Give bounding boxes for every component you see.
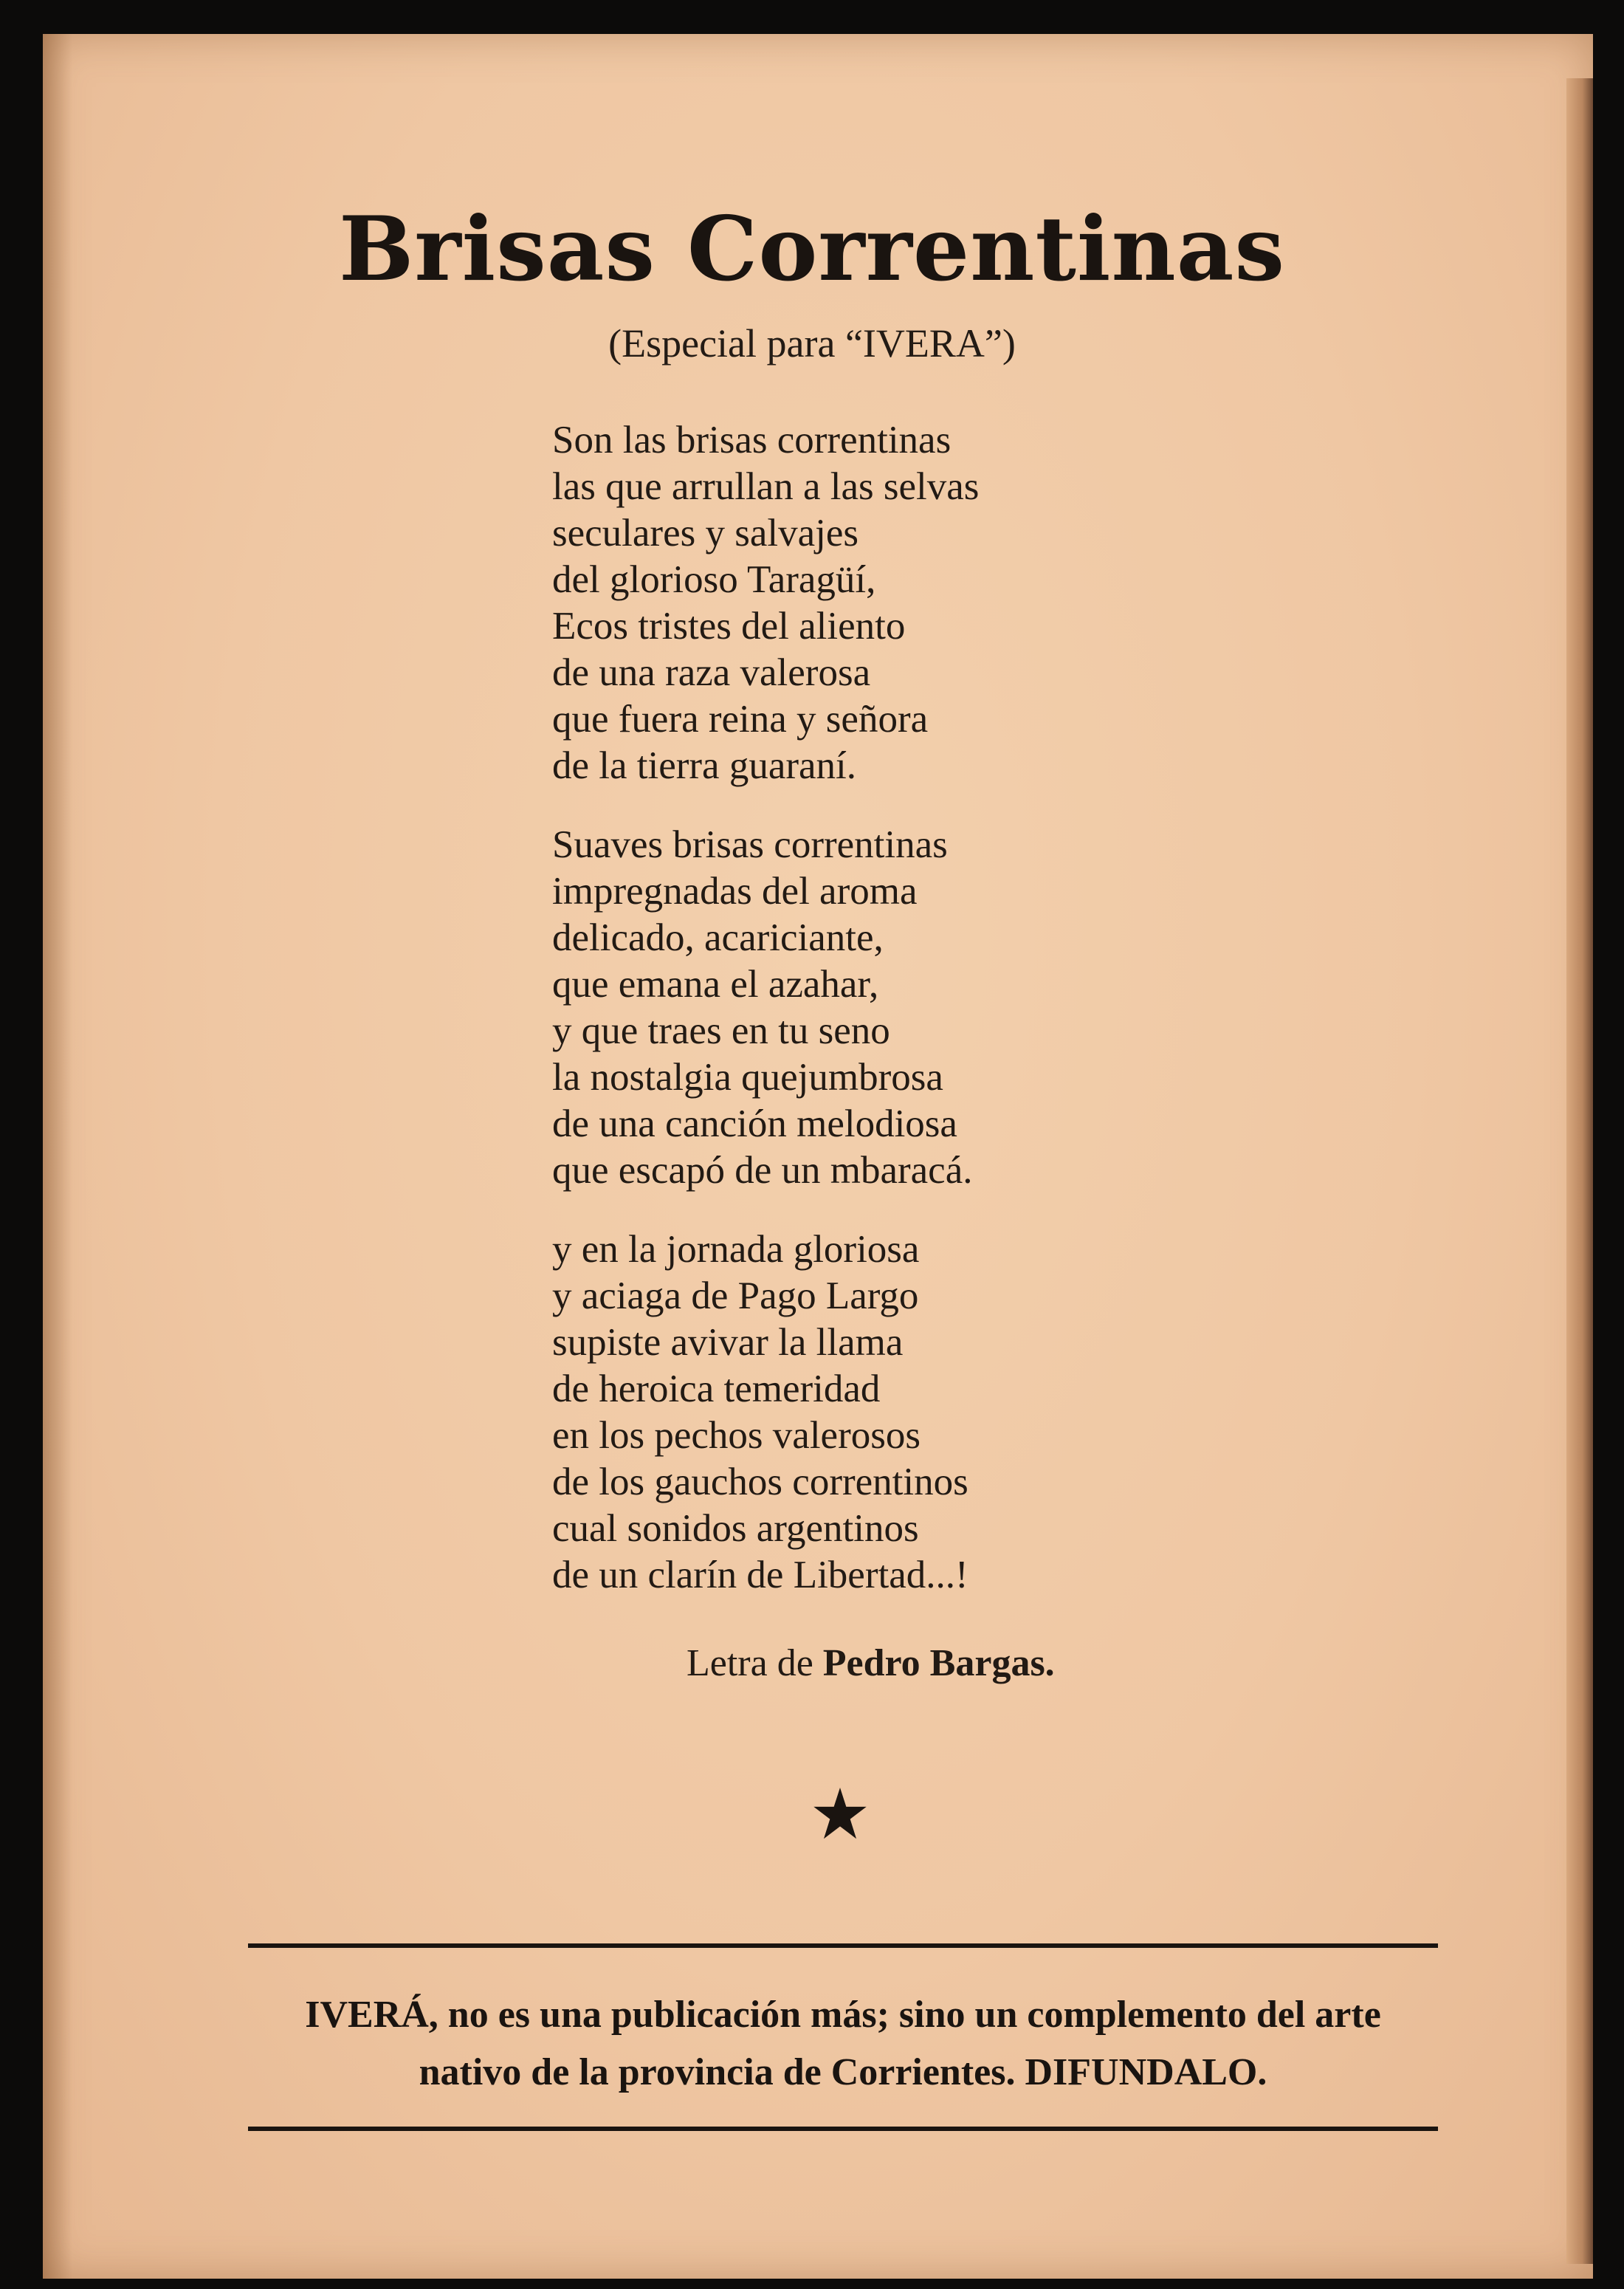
poem-line: de la tierra guaraní.: [552, 744, 856, 787]
page-title: Brisas Correntinas: [338, 197, 1286, 301]
poem-line: Ecos tristes del aliento: [552, 605, 906, 648]
poem-line: de un clarín de Libertad...!: [552, 1554, 968, 1596]
footer-line-1: IVERÁ, no es una publicación más; sino un complemento del arte: [305, 1994, 1381, 2036]
poem-line: delicado, acariciante,: [552, 916, 884, 959]
poem-line: las que arrullan a las selvas: [552, 465, 980, 508]
stanza-2: [552, 822, 1217, 1194]
footer-rule-top: [248, 1943, 1438, 1948]
poem-line: que fuera reina y señora: [552, 698, 929, 741]
poem-line: y en la jornada gloriosa: [552, 1228, 920, 1271]
poem-line: del glorioso Taragüí,: [552, 558, 876, 601]
star-icon: [812, 1785, 868, 1842]
poem-line: de una canción melodiosa: [552, 1102, 957, 1145]
footer-rule-bottom: [248, 2127, 1438, 2131]
poem-line: y que traes en tu seno: [552, 1009, 890, 1052]
stanza-1: [552, 417, 1217, 789]
author-name: Pedro Bargas.: [822, 1642, 1055, 1684]
poem-line: Suaves brisas correntinas: [552, 823, 948, 866]
poem-line: seculares y salvajes: [552, 512, 859, 555]
page-edge: [1566, 78, 1593, 2264]
poem-line: que escapó de un mbaracá.: [552, 1149, 973, 1192]
poem-line: de los gauchos correntinos: [552, 1461, 968, 1503]
poem-line: de heroica temeridad: [552, 1367, 881, 1410]
author-credit: [687, 1638, 1055, 1689]
poem-line: Son las brisas correntinas: [552, 419, 952, 461]
poem-line: supiste avivar la llama: [552, 1321, 904, 1364]
poem-line: en los pechos valerosos: [552, 1414, 921, 1457]
credit-prefix: Letra de: [687, 1642, 813, 1684]
stanza-3: [552, 1226, 1217, 1599]
poem: [552, 417, 1217, 1599]
poem-line: de una raza valerosa: [552, 651, 871, 694]
poem-line: la nostalgia quejumbrosa: [552, 1056, 943, 1099]
poem-line: y aciaga de Pago Largo: [552, 1274, 919, 1317]
poem-line: cual sonidos argentinos: [552, 1507, 919, 1550]
footer-notice: [221, 1986, 1465, 2101]
page-subtitle: (Especial para “IVERA”): [608, 321, 1016, 366]
page-gutter-shadow: [43, 34, 72, 2279]
footer-line-2: nativo de la provincia de Corrientes. DIFUNDALO.: [419, 2051, 1267, 2093]
poem-line: que emana el azahar,: [552, 963, 879, 1006]
poem-line: impregnadas del aroma: [552, 870, 918, 913]
